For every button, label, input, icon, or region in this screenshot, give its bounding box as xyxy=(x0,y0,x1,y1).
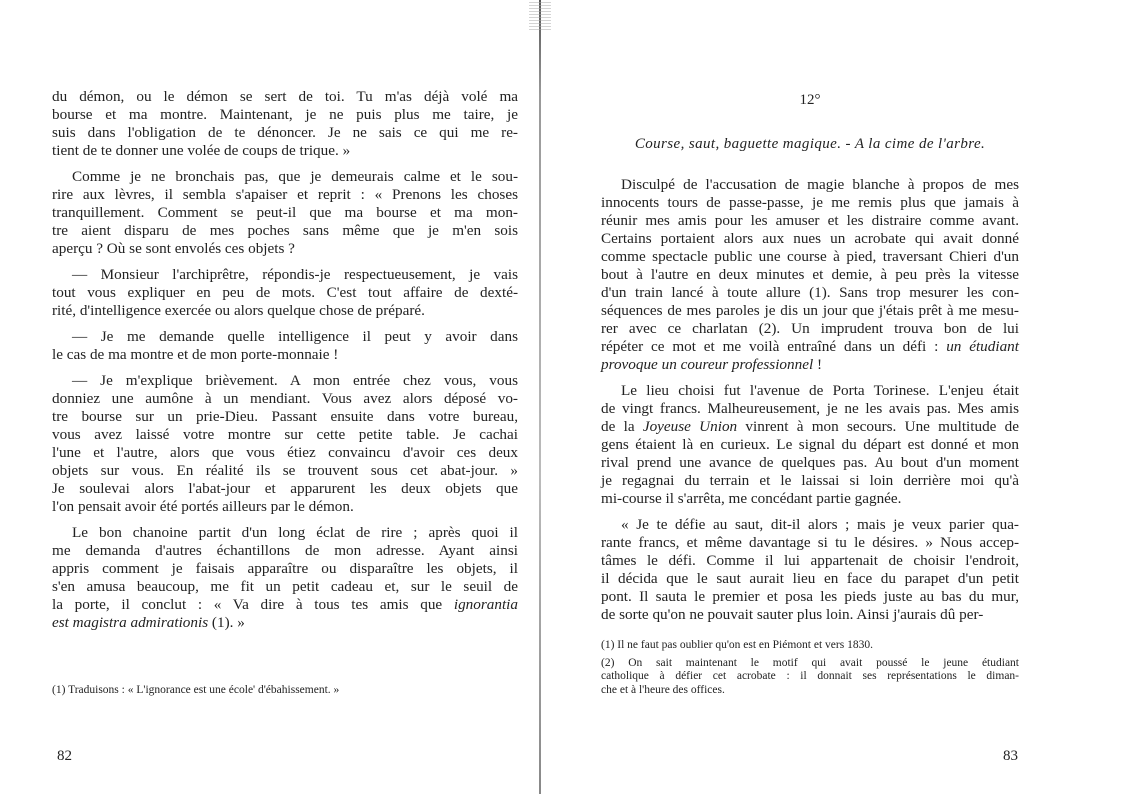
text-line: gens étaient là en curieux. Le signal du départ est donné et mon xyxy=(601,436,1019,453)
text-line: aperçu ? Où se sont envolés ces objets ? xyxy=(52,240,295,257)
text-segment: vinrent à mon secours. Une multitude de xyxy=(737,418,1020,435)
paragraph xyxy=(601,382,1019,508)
paragraph xyxy=(601,516,1019,624)
text-segment: ! xyxy=(813,356,823,373)
text-line: — Je me demande quelle intelligence il peut y avoir dans xyxy=(72,328,518,345)
text-segment: (1). » xyxy=(208,614,245,631)
text-line: rer avec ce charlatan (2). Un imprudent trouva bon de lui xyxy=(601,320,1019,337)
text-line: vous avez laissé votre montre sur cette petite table. Je cachai xyxy=(52,426,518,443)
text-line: Je soulevai alors l'abat-jour et apparurent les deux objets que xyxy=(52,480,518,497)
text-line xyxy=(601,356,1019,374)
text-line: (2) On sait maintenant le motif qui avait poussé le jeune étudiant xyxy=(601,656,1019,669)
text-segment: la porte, il conclut : « Va dire à tous tes amis que xyxy=(52,596,454,613)
text-line: me demanda d'autres échantillons de mon adresse. Ayant ainsi xyxy=(52,542,518,559)
text-line: tout vous expliquer en peu de mots. C'est tout affaire de dexté- xyxy=(52,284,518,301)
book-gutter xyxy=(539,0,541,794)
text-line: de sorte qu'on ne pouvait sauter plus loin. Ainsi j'aurais dû per- xyxy=(601,606,984,623)
text-line: innocents tours de passe-passe, je me remis plus que jamais à xyxy=(601,194,1019,211)
paragraph xyxy=(52,88,518,160)
text-line: Le bon chanoine partit d'un long éclat de rire ; après quoi il xyxy=(72,524,518,541)
text-line: rité, d'intelligence exercée ou alors quelque chose de préparé. xyxy=(52,302,425,319)
text-line: l'on pensait avoir été portés ailleurs par le démon. xyxy=(52,498,354,515)
gutter-binding-mark xyxy=(529,2,551,32)
left-page-body xyxy=(52,88,518,632)
text-line: tient de te donner une volée de coups de trique. » xyxy=(52,142,351,159)
text-line: objets sur vous. En réalité ils se trouvent sous cet abat-jour. » xyxy=(52,462,518,479)
left-footnotes xyxy=(52,684,452,698)
text-segment: de la xyxy=(601,418,643,435)
text-line xyxy=(601,338,1019,356)
footnote xyxy=(601,639,1019,653)
text-line: réunir mes amis pour les amuser et les distraire comme avant. xyxy=(601,212,1019,229)
right-footnotes xyxy=(601,639,1019,701)
paragraph xyxy=(52,266,518,320)
text-line: (1) Il ne faut pas oublier qu'on est en Piémont et vers 1830. xyxy=(601,639,873,651)
text-line: tranquillement. Comment se peut-il que ma bourse et ma mon- xyxy=(52,204,518,221)
paragraph xyxy=(601,176,1019,374)
text-line: che et à l'heure des offices. xyxy=(601,683,725,696)
text-line: comme spectacle public une course à pied, traversant Chieri d'un xyxy=(601,248,1019,265)
text-line: mi-course il s'arrêta, me concédant partie gagnée. xyxy=(601,490,902,507)
italic-text: Joyeuse Union xyxy=(642,418,738,435)
chapter-number: 12° xyxy=(799,92,821,108)
paragraph xyxy=(52,328,518,364)
italic-text: provoque un coureur professionnel xyxy=(601,356,814,373)
italic-text: est magistra admirationis xyxy=(52,614,209,631)
text-line: catholique à défier cet acrobate : il donnait ses représentations le diman- xyxy=(601,670,1019,682)
italic-text: un étudiant xyxy=(946,338,1019,355)
text-line: il décida que le saut aurait lieu en face du parapet d'un petit xyxy=(601,570,1019,587)
text-line xyxy=(52,596,518,614)
text-line xyxy=(52,614,518,632)
paragraph xyxy=(52,524,518,632)
chapter-title: Course, saut, baguette magique. - A la cime de l'arbre. xyxy=(634,136,986,152)
text-line: rival prend une avance de quelques pas. Au bout d'un moment xyxy=(601,454,1019,471)
text-line: appris comment je faisais apparaître ou disparaître les objets, il xyxy=(52,560,518,577)
text-line: Comme je ne bronchais pas, que je demeurais calme et le sou- xyxy=(72,168,518,185)
paragraph xyxy=(52,372,518,516)
page-number-left: 82 xyxy=(57,748,72,764)
text-line: (1) Traduisons : « L'ignorance est une école' d'ébahissement. » xyxy=(52,684,340,696)
text-line: tâmes le défi. Comme il lui appartenait de choisir l'endroit, xyxy=(601,552,1019,569)
text-line: je regagnai du terrain et le laissai si loin derrière moi qu'à xyxy=(601,472,1019,489)
italic-text: ignorantia xyxy=(453,596,518,613)
text-segment: répéter ce mot et me voilà entraîné dans un défi : xyxy=(601,338,947,355)
text-line: séquences de mes paroles je dis un jour que j'étais prêt à me mesu- xyxy=(601,302,1019,319)
text-line: Certains portaient alors aux nues un acrobate qui avait donné xyxy=(601,230,1019,247)
text-line: le cas de ma montre et de mon porte-monnaie ! xyxy=(52,346,339,363)
page-number-right: 83 xyxy=(1003,748,1018,764)
text-line: — Monsieur l'archiprêtre, répondis-je respectueusement, je vais xyxy=(72,266,518,283)
text-line: bourse et ma montre. Maintenant, je ne puis plus me taire, je xyxy=(52,106,518,123)
text-line: Disculpé de l'accusation de magie blanche à propos de mes xyxy=(621,176,1019,193)
text-line: Le lieu choisi fut l'avenue de Porta Torinese. L'enjeu était xyxy=(621,382,1019,399)
paragraph xyxy=(52,168,518,258)
text-line: rante francs, et même davantage si tu le désires. » Nous accep- xyxy=(601,534,1019,551)
text-line: du démon, ou le démon se sert de toi. Tu m'as déjà volé ma xyxy=(52,88,518,105)
text-line: l'une et l'autre, alors que vous étiez convaincu d'avoir ces deux xyxy=(52,444,518,461)
text-line: d'un train lancé à toute allure (1). Sans trop mesurer les con- xyxy=(601,284,1019,301)
text-line: — Je m'explique brièvement. A mon entrée chez vous, vous xyxy=(72,372,518,389)
text-line: « Je te défie au saut, dit-il alors ; mais je veux parier qua- xyxy=(621,516,1019,533)
text-line: suis dans l'obligation de te dénoncer. Je ne sais ce qui me re- xyxy=(52,124,518,141)
text-line: tre bourse sur un prie-Dieu. Passant ensuite dans votre bureau, xyxy=(52,408,518,425)
text-line: donniez une aumône à un mendiant. Vous avez alors déposé vo- xyxy=(52,390,518,407)
text-line xyxy=(601,418,1019,436)
text-line: tre aient disparu de mes poches sans même que je m'en sois xyxy=(52,222,518,239)
footnote xyxy=(601,657,1019,698)
footnote xyxy=(52,684,452,698)
text-line: pont. Il sauta le premier et posa les pieds juste au bas du mur, xyxy=(601,588,1019,605)
text-line: s'en amusa beaucoup, me fit un petit cadeau et, sur le seuil de xyxy=(52,578,518,595)
right-page-body xyxy=(601,176,1019,624)
text-line: de vingt francs. Malheureusement, je ne les avais pas. Mes amis xyxy=(601,400,1019,417)
text-line: rire aux lèvres, il sembla s'apaiser et reprit : « Prenons les choses xyxy=(52,186,518,203)
text-line: bout à l'autre en deux minutes et demie, à peu près la vitesse xyxy=(601,266,1019,283)
